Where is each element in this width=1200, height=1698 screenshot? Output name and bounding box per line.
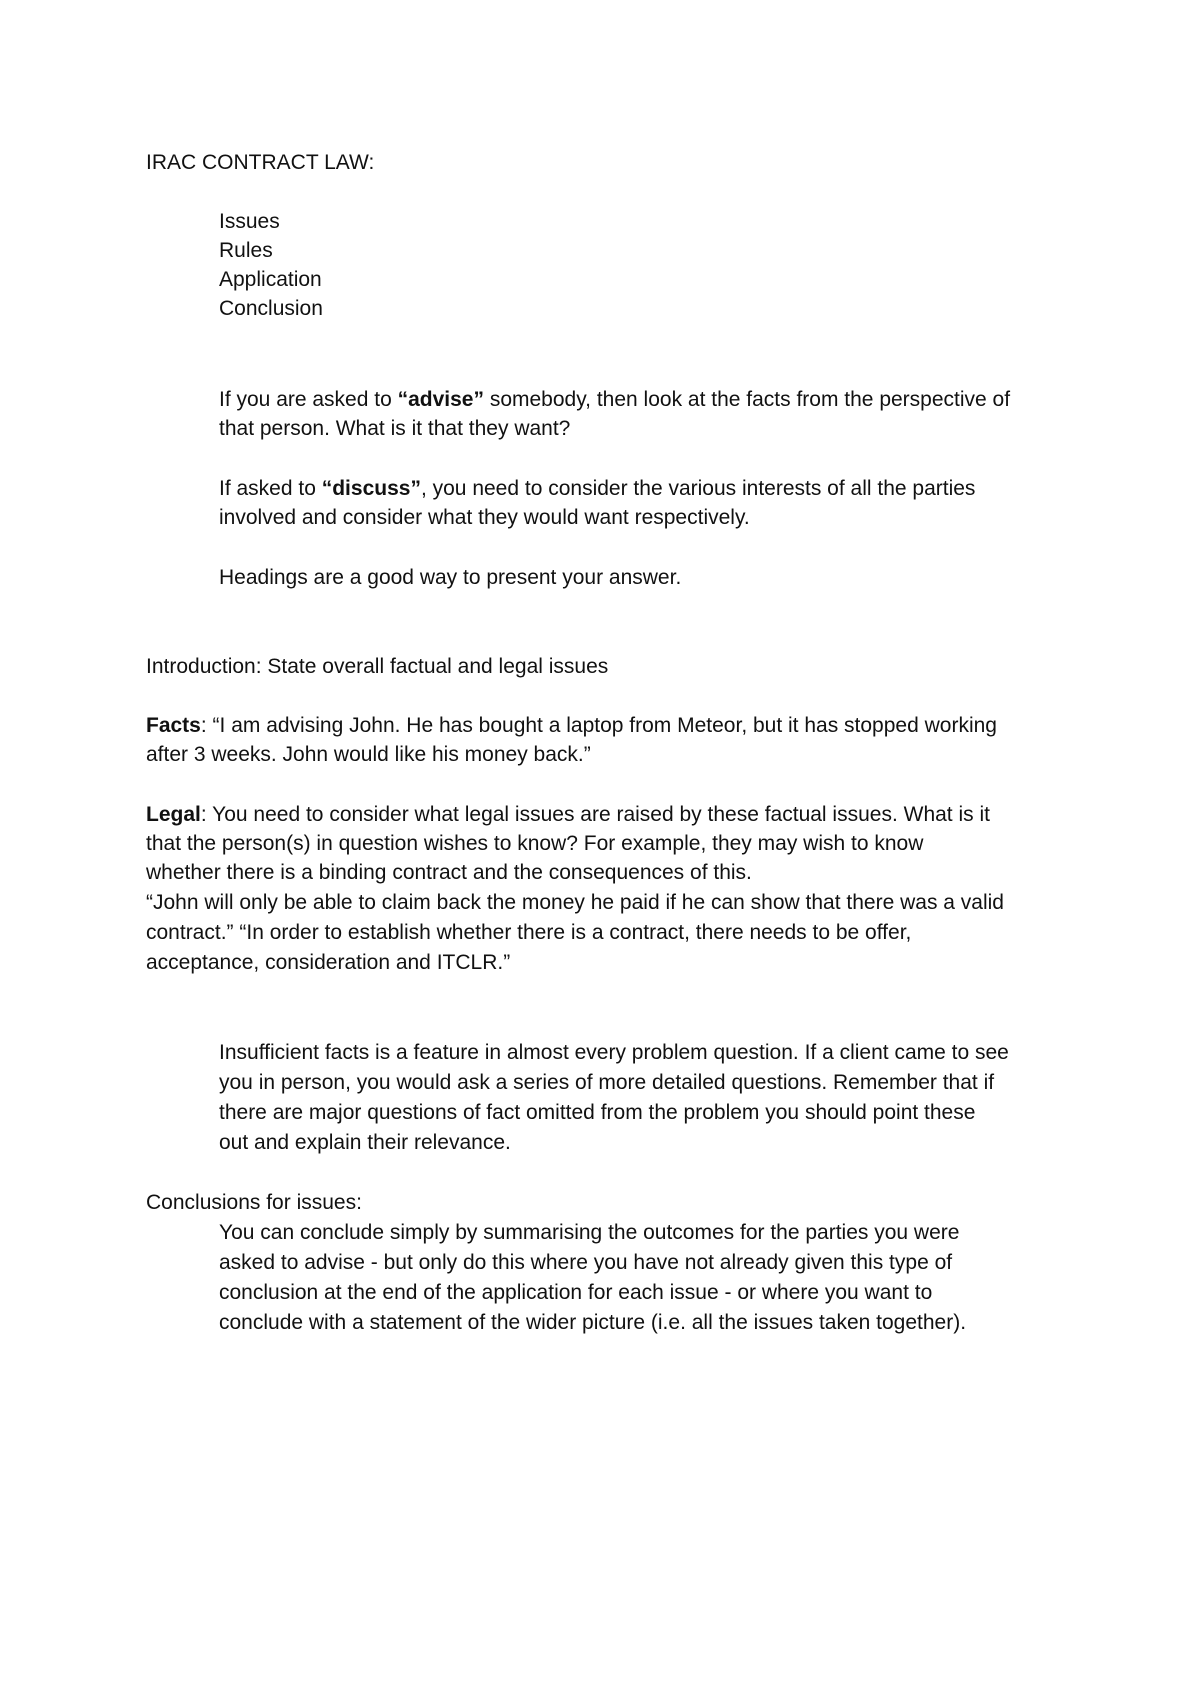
facts-label: Facts — [146, 714, 201, 737]
discuss-keyword: “discuss” — [321, 477, 421, 500]
insufficient-facts-line: you in person, you would ask a series of more detailed questions. Remember that if — [219, 1071, 995, 1094]
advise-keyword: “advise” — [397, 388, 484, 411]
discuss-paragraph-line: involved and consider what they would want respectively. — [219, 506, 750, 529]
legal-line: that the person(s) in question wishes to know? For example, they may wish to know — [146, 832, 924, 855]
legal-line: acceptance, consideration and ITCLR.” — [146, 951, 511, 974]
legal-line: contract.” “In order to establish whether there is a contract, there needs to be offer, — [146, 921, 912, 944]
advise-text: If you are asked to — [219, 388, 398, 411]
discuss-text: If asked to — [219, 477, 322, 500]
introduction-line: Introduction: State overall factual and legal issues — [146, 655, 609, 678]
advise-text: somebody, then look at the facts from the perspective of — [484, 388, 1011, 411]
legal-line — [146, 800, 990, 829]
discuss-text: , you need to consider the various interests of all the parties — [420, 477, 976, 500]
conclusions-line: conclusion at the end of the application for each issue - or where you want to — [219, 1281, 933, 1304]
insufficient-facts-line: Insufficient facts is a feature in almost every problem question. If a client came to see — [219, 1041, 1009, 1064]
legal-label: Legal — [146, 803, 201, 826]
legal-line: whether there is a binding contract and the consequences of this. — [146, 861, 752, 884]
discuss-paragraph-line — [219, 474, 975, 503]
irac-item-issues: Issues — [219, 210, 280, 233]
insufficient-facts-line: there are major questions of fact omitted from the problem you should point these — [219, 1101, 976, 1124]
advise-paragraph-line — [219, 385, 1010, 414]
facts-line: after 3 weeks. John would like his money back.” — [146, 743, 591, 766]
document-title: IRAC CONTRACT LAW: — [146, 151, 375, 174]
conclusions-line: You can conclude simply by summarising the outcomes for the parties you were — [219, 1221, 960, 1244]
legal-text: : You need to consider what legal issues are raised by these factual issues. What is it — [200, 803, 990, 826]
conclusions-heading: Conclusions for issues: — [146, 1191, 362, 1214]
headings-note: Headings are a good way to present your answer. — [219, 566, 682, 589]
facts-line — [146, 711, 997, 740]
facts-text: : “I am advising John. He has bought a laptop from Meteor, but it has stopped working — [200, 714, 997, 737]
legal-line: “John will only be able to claim back the money he paid if he can show that there was a valid — [146, 891, 1004, 914]
conclusions-line: asked to advise - but only do this where you have not already given this type of — [219, 1251, 953, 1274]
advise-paragraph-line: that person. What is it that they want? — [219, 417, 571, 440]
irac-item-conclusion: Conclusion — [219, 297, 323, 320]
irac-item-rules: Rules — [219, 239, 273, 262]
insufficient-facts-line: out and explain their relevance. — [219, 1131, 511, 1154]
conclusions-line: conclude with a statement of the wider picture (i.e. all the issues taken together). — [219, 1311, 967, 1334]
irac-item-application: Application — [219, 268, 322, 291]
